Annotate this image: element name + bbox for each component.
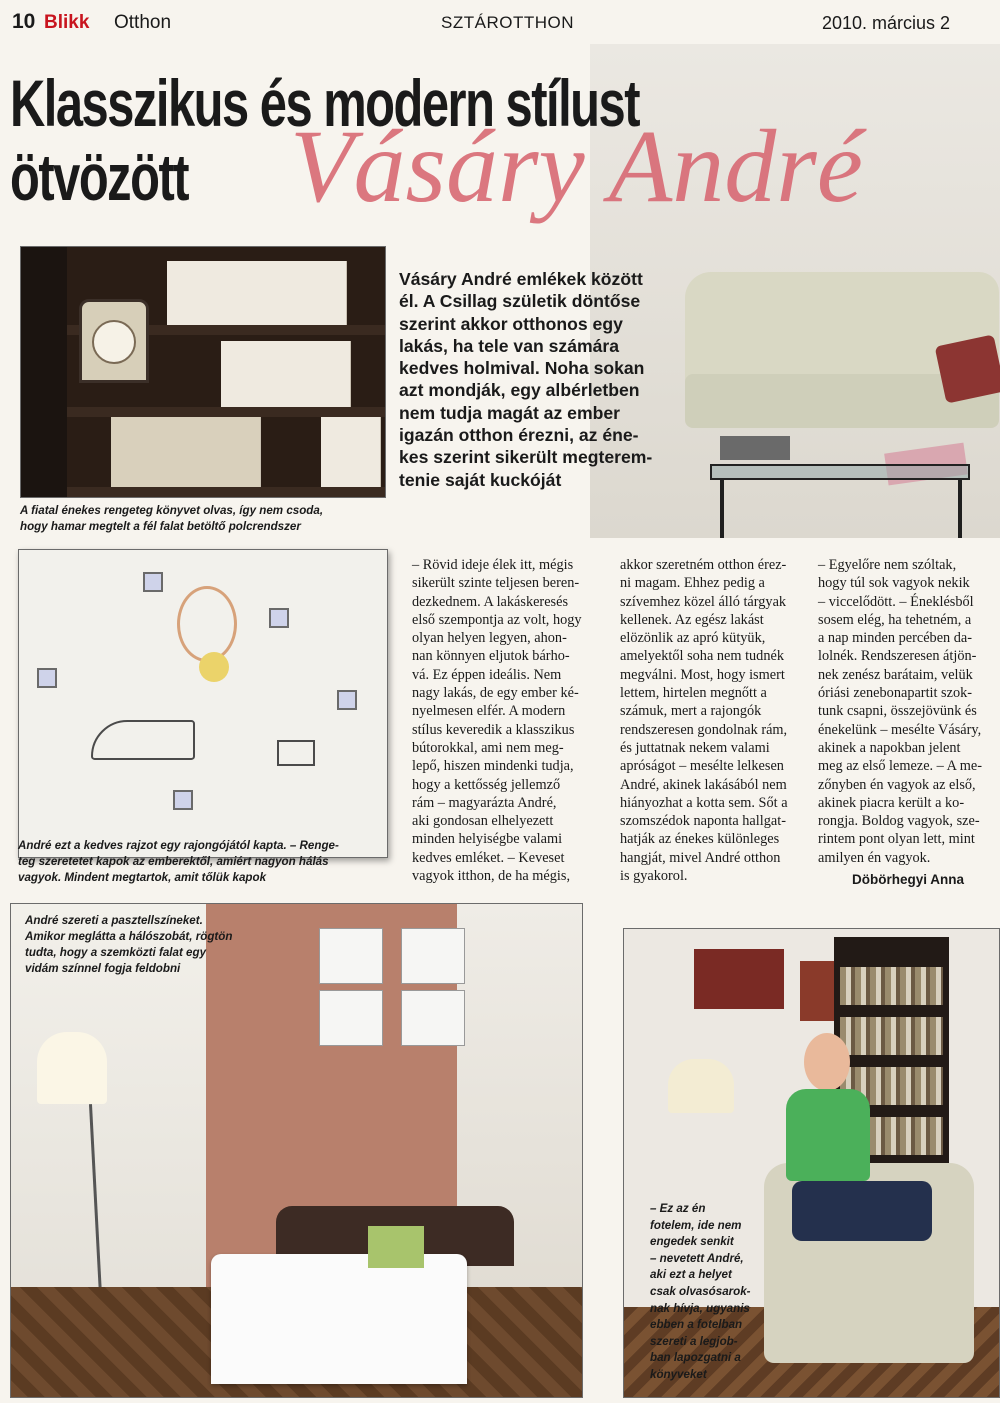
article-line: első szempontja az volt, hogy [412,611,582,628]
article-line: sikerült szinte teljesen beren- [412,575,580,592]
caption-line: szereti a legjob- [650,1334,738,1348]
article-line: – Egyelőre nem szóltak, [818,557,957,573]
caption-line: André szereti a pasztellszíneket. [25,914,203,927]
fan-drawing-photo [18,549,388,858]
person-head [804,1033,850,1091]
wall-poster [319,990,383,1046]
lead-line: kedves holmival. Noha sokan [399,358,645,379]
lead-line: él. A Csillag születik döntőse [399,291,641,312]
article-line: a nap minden percében da- [818,630,973,647]
books-block [111,417,261,487]
table-leg [720,480,724,538]
page-header [0,0,1000,40]
headline-line-2: ötvözött [10,140,189,214]
floor-lamp-shade [37,1032,107,1104]
headline-line-1: Klasszikus és modern stílust [10,66,639,140]
article-line: lepő, hiszen mindenki tudja, [412,758,574,775]
lead-line: nem tudja magát az ember [399,402,620,423]
laptop-shape [720,436,790,460]
article-line: nan könnyen eljutok bárho- [412,648,570,665]
section-name: Otthon [114,12,172,33]
drawing-yellow-ball [199,652,229,682]
books-block [167,261,347,325]
wall-poster [319,928,383,984]
lead-line: szerint akkor otthonos egy [399,313,623,334]
article-line: nek zenész barátaim, velük [818,666,973,683]
article-line: énekelünk – mesélte Vásáry, [818,721,982,738]
caption-line: hogy hamar megtelt a fél falat betöltő polcrendszer [20,520,301,533]
caption-line: fotelem, ide nem [650,1218,742,1232]
drawing-oval [177,586,237,662]
article-line: vagyok itthon, de ha mégis, [412,868,571,885]
article-line: meg az első lemeze. – A me- [818,758,982,775]
caption-line: tudta, hogy a szemközti falat egy [25,946,207,959]
article-line: – Rövid ideje élek itt, mégis [412,557,574,573]
article-line: amilyen én vagyok. [818,849,931,866]
article-line: – viccelődött. – Éneklésből [818,593,974,610]
drawing-tile [143,572,163,592]
rubric-label: SZTÁROTTHON [441,13,574,32]
article-line: stílus keveredik a klasszikus [412,721,575,738]
mantel-clock [79,299,149,383]
caption-line: könyveket [650,1367,707,1381]
article-line: nagy lakás, de egy ember ké- [412,685,579,702]
article-line: zőnyben én vagyok az első, [818,776,976,793]
bookshelf-photo [20,246,386,498]
caption-bookshelf [20,503,323,535]
caption-line: A fiatal énekes rengeteg könyvet olvas, így nem csoda, [20,504,324,517]
clock-face [92,320,136,364]
wall-painting [694,949,784,1009]
shelf-board [67,487,385,497]
wall-poster [401,990,465,1046]
article-line: amelyektől soha nem tudnék [620,648,784,665]
article-line: hatják az énekes különleges [620,831,780,848]
article-line: rám – magyarázta André, [412,794,557,811]
article-column-2 [620,556,788,885]
article-line: hogy a kettősség jellemző [412,776,561,793]
article-line: szívemhez közel álló tárgyak [620,593,787,610]
article-line: ni magam. Ehhez pedig a [620,575,765,592]
article-line: nyelmesen elfér. A modern [412,703,566,720]
issue-date: 2010. március 2 [822,13,951,33]
table-leg [958,480,962,538]
page-number: 10 [12,10,36,33]
caption-line: nak hívja, ugyanis [650,1301,750,1315]
article-line: akkor szeretném otthon érez- [620,557,787,573]
lead-line: igazán otthon érezni, az éne- [399,425,639,446]
caption-bedroom [25,913,232,977]
article-line: apróságot – mesélte lelkesen [620,758,784,775]
caption-line: ban lapozgatni a [650,1351,741,1365]
caption-drawing [18,838,339,886]
bed-shape [211,1254,467,1384]
article-line: lettem, hirtelen megnőtt a [620,685,767,702]
article-line: rintem pont olyan lett, mint [818,831,975,848]
article-line: rongja. Boldog vagyok, sze- [818,813,980,830]
article-line: óriási zenebonapartit szok- [818,685,973,702]
drawing-tile [269,608,289,628]
caption-line: aki ezt a helyet [650,1268,732,1282]
caption-reading-corner [650,1201,751,1384]
table-lamp [668,1059,734,1113]
drawing-music-stand [277,740,315,766]
caption-line: – Ez az én [650,1202,706,1215]
brand-logo: Blikk [44,12,90,33]
article-line: akinek a napokban jelent [818,739,961,756]
caption-line: engedek senkit [650,1235,734,1249]
caption-line: ebben a fotelban [650,1318,743,1332]
bedroom-photo [10,903,583,1398]
article-line: vá. Ez éppen ideális. Nem [412,666,562,683]
headline-name: Vásáry André [290,109,863,224]
article-line: rendszeresen gondolnak rám, [620,721,788,738]
lead-line: tenie saját kuckóját [399,469,562,490]
caption-line: vidám színnel fogja feldobni [25,962,181,975]
caption-line: csak olvasósarok- [650,1284,751,1298]
article-line: hiányozhat a kotta sem. Sőt a [620,794,788,811]
caption-line: André ezt a kedves rajzot egy rajongójától kapta. – Renge- [18,839,339,852]
lead-line: kes szerint sikerült megterem- [399,447,653,468]
lead-paragraph [399,268,719,491]
article-line: számuk, mert a rajongók [620,703,762,720]
drawing-tile [337,690,357,710]
article-line: szomszédok naponta hallgat- [620,813,786,830]
drawing-tile [173,790,193,810]
lead-line: azt mondják, egy albérletben [399,380,640,401]
article-line: dezkednem. A lakáskeresés [412,593,569,610]
article-line: bútorokkal, ami nem meg- [412,739,564,756]
glass-table-shape [710,464,970,480]
article-line: aki gondosan elhelyezett [412,813,554,830]
article-column-1 [412,556,582,885]
article-line: hogy túl sok vagyok nekik [818,575,970,592]
person-shirt [786,1089,870,1181]
article-line: hangját, mivel André otthon [620,849,781,866]
book-row [840,967,943,1005]
drawing-tile [37,668,57,688]
books-block [321,417,381,487]
article-line: olyan helyen legyen, ahon- [412,630,567,647]
red-pillow-shape [935,334,1000,403]
article-line: és juttatnak nekem valami [620,739,770,756]
article-line: megválni. Most, hogy ismert [620,666,785,683]
green-pillow [368,1226,424,1268]
caption-line: vagyok. Mindent megtartok, amit tőlük kapok [18,871,267,884]
article-line: is gyakorol. [620,868,688,885]
article-line: kedves emléket. – Keveset [412,849,565,866]
article-line: tunk csapni, összejövünk és [818,703,977,720]
book-row [840,1017,943,1055]
drawing-piano [91,720,195,760]
article-line: André, akinek lakásából nem [620,776,787,793]
article-line: lolnék. Rendszeresen átjön- [818,648,977,665]
shelf-frame [21,247,67,497]
article-line: sosem elég, ha tehetném, a [818,611,972,628]
article-line: kellenek. Az egész lakást [620,611,764,628]
article-line: akinek piacra került a ko- [818,794,965,811]
caption-line: – nevetett André, [650,1251,744,1265]
lead-line: lakás, ha tele van számára [399,335,620,356]
article-column-3 [818,556,982,867]
lead-line: Vásáry André emlékek között [399,269,643,289]
caption-line: teg szeretetet kapok az emberektől, amiért nagyon hálás [18,855,329,868]
wall-poster [401,928,465,984]
article-line: elözönlik az apró kütyük, [620,630,766,647]
caption-line: Amikor meglátta a hálószobát, rögtön [25,930,233,943]
article-line: minden helyiségbe valami [412,831,563,848]
books-block [221,341,351,407]
book-row [71,415,381,487]
person-legs [792,1181,932,1241]
author-byline: Döbörhegyi Anna [852,872,965,887]
